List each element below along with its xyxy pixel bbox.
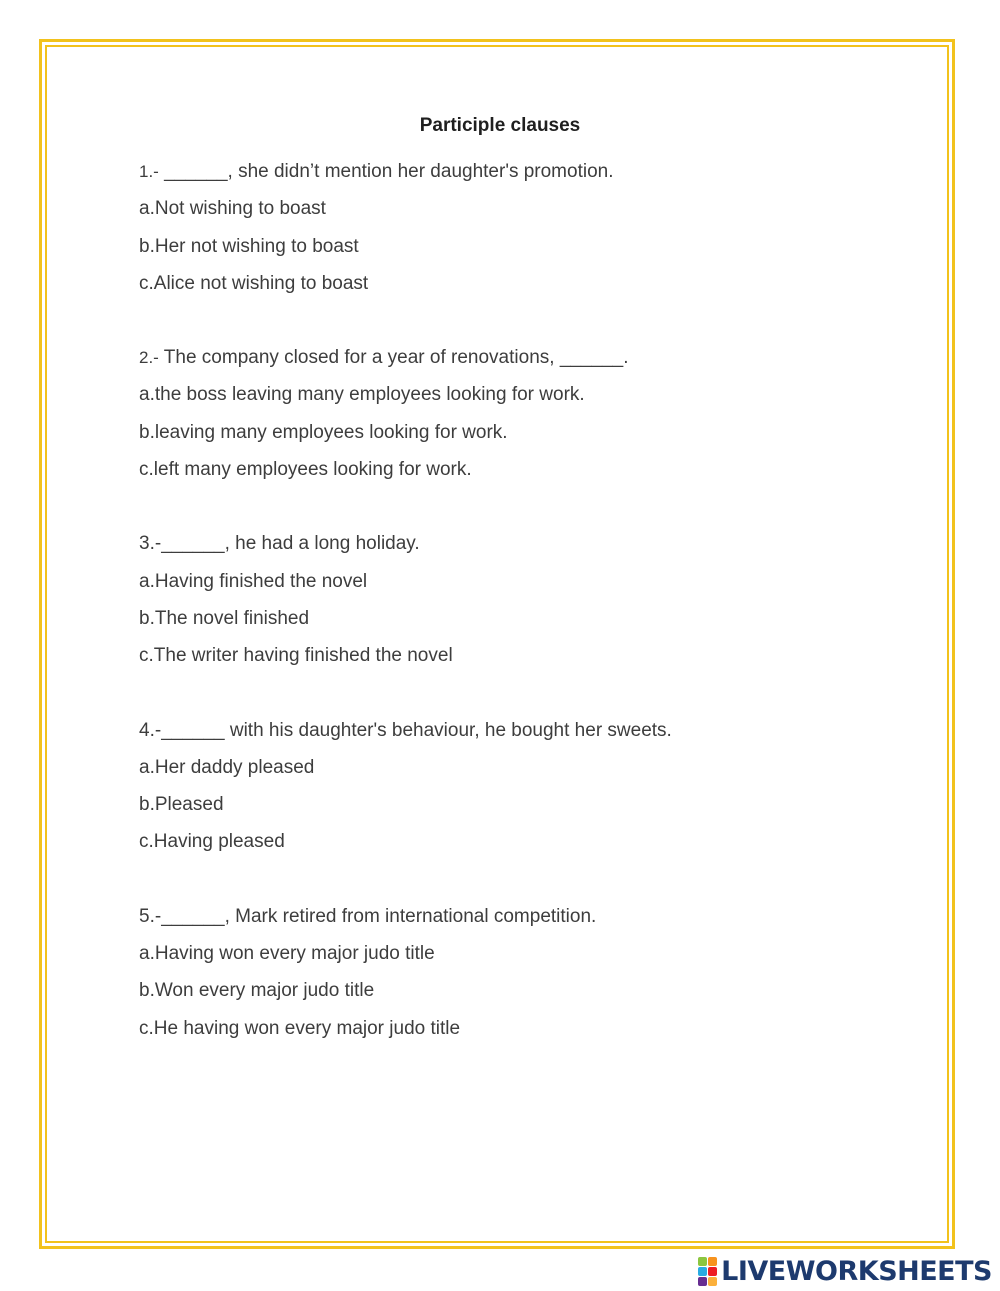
question-number: 3.- bbox=[139, 533, 162, 555]
answer-option-a[interactable]: a.the boss leaving many employees looking for work. bbox=[139, 384, 585, 406]
answer-option-c[interactable]: c.Alice not wishing to boast bbox=[139, 272, 369, 294]
answer-option-c[interactable]: c.left many employees looking for work. bbox=[139, 459, 472, 481]
answer-option-a[interactable]: a.Her daddy pleased bbox=[139, 756, 315, 778]
question-number: 5.- bbox=[139, 905, 162, 927]
answer-option-c[interactable]: c.Having pleased bbox=[139, 831, 285, 853]
question-1 bbox=[139, 153, 919, 302]
answer-option-a[interactable]: a.Not wishing to boast bbox=[139, 198, 326, 220]
question-stem bbox=[139, 525, 919, 562]
logo-block bbox=[698, 1277, 707, 1286]
question-text: ______, he had a long holiday. bbox=[161, 533, 420, 555]
liveworksheets-logo-text: LIVEWORKSHEETS bbox=[721, 1255, 992, 1287]
question-number: 4.- bbox=[139, 719, 162, 741]
answer-option-b[interactable]: b.Her not wishing to boast bbox=[139, 235, 359, 257]
answer-option-a[interactable]: a.Having won every major judo title bbox=[139, 943, 435, 965]
question-number: 1.- bbox=[139, 162, 159, 181]
answer-option-c[interactable]: c.He having won every major judo title bbox=[139, 1017, 461, 1039]
question-number: 2.- bbox=[139, 348, 159, 368]
logo-block bbox=[698, 1257, 707, 1266]
question-5 bbox=[139, 898, 919, 1047]
question-stem bbox=[139, 339, 919, 376]
liveworksheets-logo-icon bbox=[698, 1257, 717, 1286]
question-3 bbox=[139, 525, 919, 674]
logo-block bbox=[708, 1277, 717, 1286]
logo-block bbox=[698, 1267, 707, 1276]
question-list bbox=[139, 153, 919, 1084]
question-4 bbox=[139, 712, 919, 861]
worksheet-title: Participle clauses bbox=[419, 115, 581, 136]
logo-block bbox=[708, 1267, 717, 1276]
answer-option-b[interactable]: b.Pleased bbox=[139, 794, 224, 816]
answer-option-c[interactable]: c.The writer having finished the novel bbox=[139, 645, 453, 667]
question-text: ______ with his daughter's behaviour, he bought her sweets. bbox=[161, 719, 672, 741]
answer-option-b[interactable]: b.The novel finished bbox=[139, 607, 310, 629]
question-text: ______, she didn’t mention her daughter's promotion. bbox=[158, 161, 614, 182]
question-stem bbox=[139, 153, 919, 190]
logo-block bbox=[708, 1257, 717, 1266]
question-text: ______, Mark retired from international competition. bbox=[161, 905, 597, 927]
question-stem bbox=[139, 712, 919, 749]
answer-option-b[interactable]: b.leaving many employees looking for work. bbox=[139, 421, 508, 443]
liveworksheets-logo[interactable] bbox=[698, 1256, 992, 1286]
answer-option-b[interactable]: b.Won every major judo title bbox=[139, 980, 375, 1002]
question-stem bbox=[139, 898, 919, 935]
answer-option-a[interactable]: a.Having finished the novel bbox=[139, 570, 368, 592]
question-text: The company closed for a year of renovations, ______. bbox=[158, 347, 629, 369]
question-2 bbox=[139, 339, 919, 488]
